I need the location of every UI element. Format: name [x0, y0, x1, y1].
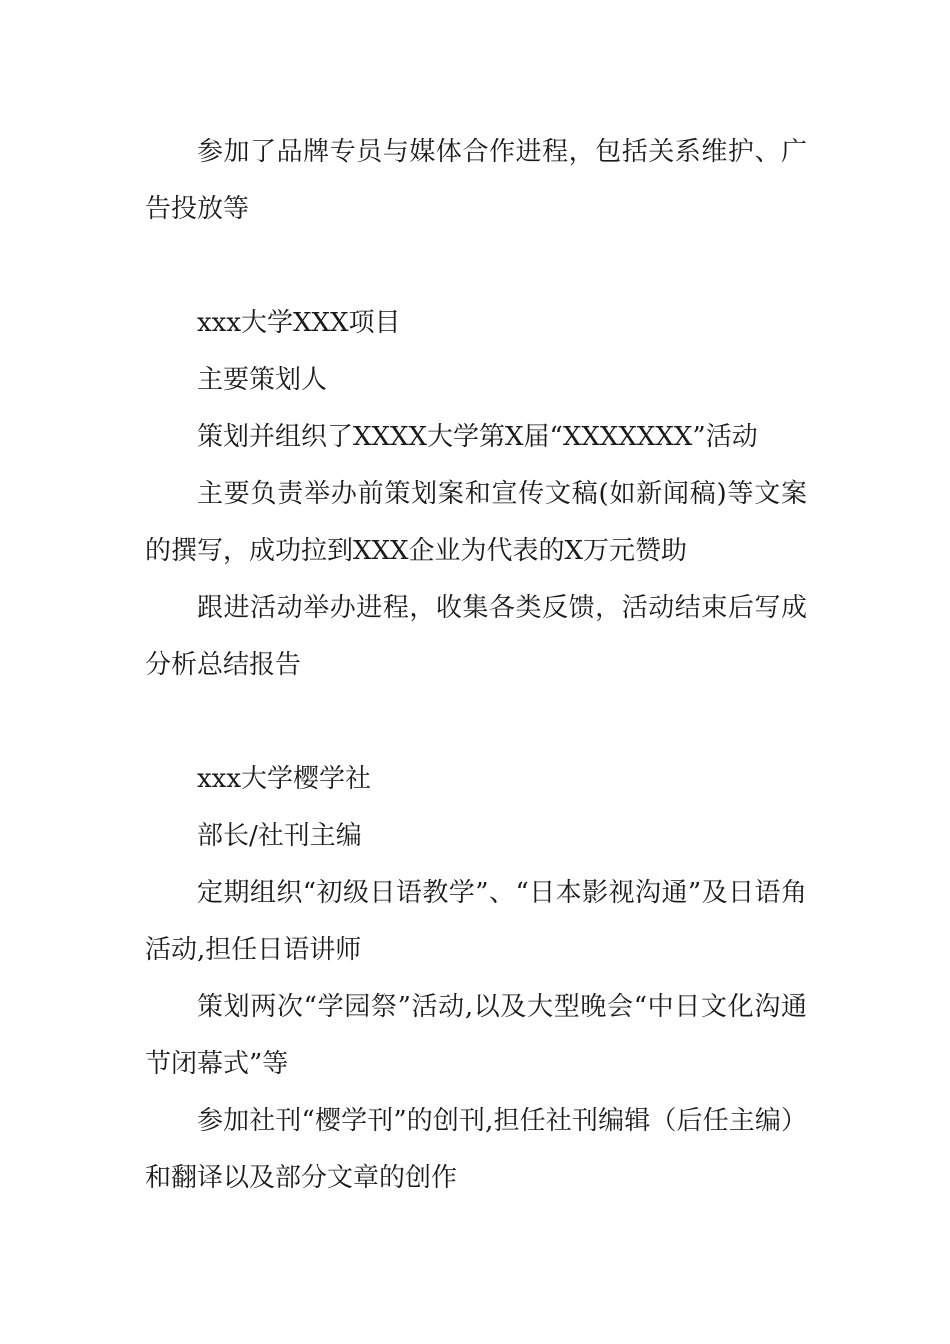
club-item-festival: 策划两次“学园祭”活动,以及大型晚会“中日文化沟通节闭幕式”等	[145, 992, 807, 1079]
club-item-teaching: 定期组织“初级日语教学”、“日本影视沟通”及日语角活动,担任日语讲师	[145, 878, 807, 965]
project-heading: xxx大学XXX项目	[197, 308, 401, 338]
club-heading: xxx大学樱学社	[197, 764, 371, 794]
document-body	[145, 124, 807, 1207]
project-role: 主要策划人	[197, 365, 328, 395]
project-item-followup: 跟进活动举办进程，收集各类反馈，活动结束后写成分析总结报告	[145, 593, 807, 680]
club-item-journal: 参加社刊“樱学刊”的创刊,担任社刊编辑（后任主编）和翻译以及部分文章的创作	[145, 1106, 807, 1193]
paragraph-brand-media: 参加了品牌专员与媒体合作进程，包括关系维护、广告投放等	[145, 137, 807, 224]
project-item-copywriting: 主要负责举办前策划案和宣传文稿(如新闻稿)等文案的撰写，成功拉到XXX企业为代表的X万元赞助	[145, 479, 807, 566]
section-spacer	[145, 694, 807, 751]
club-role: 部长/社刊主编	[197, 821, 362, 851]
project-item-organize: 策划并组织了XXXX大学第X届“XXXXXXX”活动	[197, 422, 758, 452]
section-spacer	[145, 238, 807, 295]
